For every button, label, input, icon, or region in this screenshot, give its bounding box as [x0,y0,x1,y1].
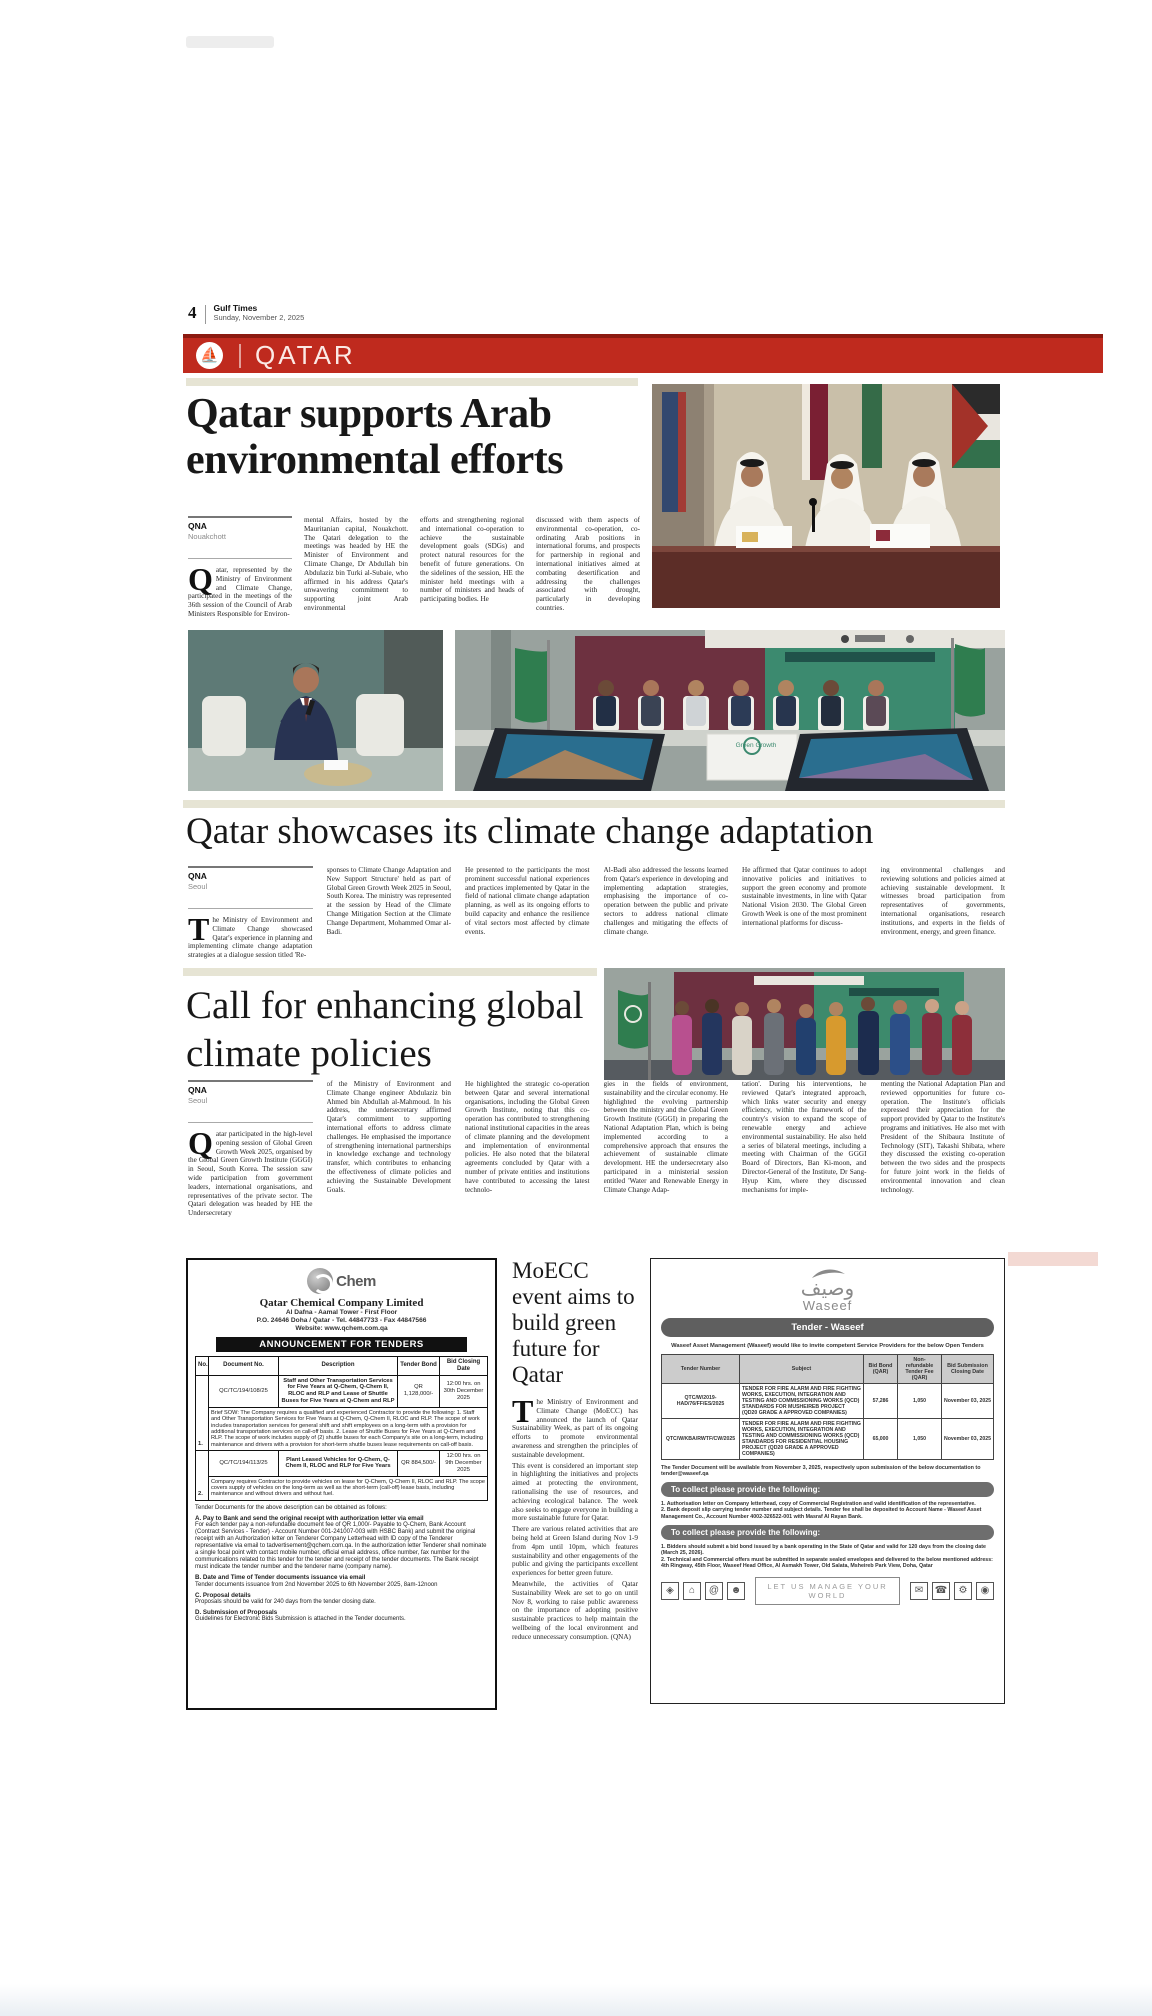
waseef-slogan: LET US MANAGE YOUR WORLD [755,1577,900,1605]
section-title: QATAR [255,340,356,370]
qchem-logo [195,1268,488,1294]
qchem-section-b-title: B. Date and Time of Tender documents issuance via email [195,1574,366,1582]
row1-bond: QR 1,128,000/- [398,1375,440,1407]
article3-columns [188,1080,1005,1256]
moecc-paragraph: The Ministry of Environment and Climate Change (MoECC) has announced the launch of Qatar Sustainability Week, as part of its ongoing efforts to promote environmental awareness and strengthen the principles of sustainable development. [512,1393,638,1459]
article1-text: mental Affairs, hosted by the Mauritanian capital, Nouakchott. The Qatari delegation to the meetings was headed by HE the Minister of Environment and Climate Change, Dr Abdullah bin Abdulaziz bin Turki al-Subaie, who affirmed in his address Qatar's unwavering commitment to supporting joint Arab environmental [304,516,408,612]
qchem-section-c-body: Proposals should be valid for 240 days from the tender closing date. [195,1599,376,1606]
photo-panel-illustration [455,630,1005,791]
waseef-arabic-wordmark: وصيف [800,1278,855,1300]
qchem-section-d-title: D. Submission of Proposals [195,1609,278,1617]
col-header-closing: Bid Closing Date [440,1357,488,1376]
byline-agency: QNA [188,521,207,531]
photo-arab-ministers-meeting [652,384,1000,608]
wrow1-fee: 1,050 [898,1384,942,1419]
wrow1-subject: TENDER FOR FIRE ALARM AND FIRE FIGHTING WORKS, EXECUTION, INTEGRATION AND TESTING AND COMMISSIONING WORKS (QCD) STANDARDS FOR MUSHEIREB PROJECT (QD20 GRADE A APPROVED COMPANIES) [740,1384,864,1419]
photo-group-illustration [604,968,1005,1080]
qchem-company-name: Qatar Chemical Company Limited [259,1297,424,1309]
article2-col1 [188,866,313,964]
at-icon: @ [705,1582,723,1600]
article2-text: sponses to Climate Change Adaptation and New Support Structure' held as part of Global Green Growth Week 2025 in Seoul, South Korea. The ministry was represented at the session by Head of the Climate Change Mitigation Section at the Climate Change Department, Mohammed Omar al-Badi. [326,866,451,936]
article1-text: efforts and strengthening regional and international co-operation to achieve the sustainable development goals (SDGs) and protect natural resources for the benefit of future generations. On the sidelines of the session, HE the minister held meetings with a number of ministers and heads of participating bodies. He [420,516,524,604]
article2-text: The Ministry of Environment and Climate Change showcased Qatar's experience in planning and implementing climate change adaptation strategies at a dialogue session titled 'Re- [188,911,313,960]
byline-article2 [188,866,313,909]
envelope-icon: ✉ [910,1582,928,1600]
col-header-closing: Bid Submission Closing Date [942,1355,994,1384]
row1-sow: Brief SOW: The Company requires a qualified and experienced Contractor to provide the following: 1. Staff and Other Transportation Services for Five Years at Q-Chem, Q-Chem II, RLOC and RLP. The scope of work includes transportation services for general shift and shift employees on a long-term with a provision for additional transportation services on call-off basis. 2. Lease of Shuttle Buses for Five Years at Q-Chem and RLP. The scope of work includes supply of (2) shuttle buses for each Company's site on a long-term, including maintenance and drivers with a provision for short-term shuttle buses lease requirements on call-off basis. [209,1407,488,1450]
col-header-subject: Subject [740,1355,864,1384]
waseef-note: The Tender Document will be available from November 3, 2025, respectively upon submission of the below documentation to tender@waseef.qa [661,1465,981,1478]
qchem-address2: P.O. 24646 Doha / Qatar - Tel. 44847733 - Fax 44847566 [256,1317,427,1324]
gear-icon: ⚙ [954,1582,972,1600]
article3-text: tation'. During his interventions, he reviewed Qatar's integrated approach, which links water security and energy efficiency, within the framework of the country's vision to expand the scope of renewable energy and achieve environmental sustainability. He also held a series of bilateral meetings, including a meeting with Chairman of the GGGI Board of Directors, Ban Ki-moon, and Director-General of the Institute, Dr Sang-Hyup Kim, where they discussed mechanisms for imple- [742,1080,867,1194]
col-header-docno: Document No. [209,1357,279,1376]
byline-agency: QNA [188,1085,207,1095]
phone-icon: ☎ [932,1582,950,1600]
byline-location: Nouakchott [188,532,226,541]
waseef-tender-ad [650,1258,1005,1704]
waseef-intro: Waseef Asset Management (Waseef) would like to invite competent Service Providers for the below Open Tenders [671,1343,984,1349]
qchem-announcement-banner: ANNOUNCEMENT FOR TENDERS [216,1337,468,1352]
article1-text: discussed with them aspects of environmental co-operation, co-ordinating Arab positions in international forums, and prospects for partnership in regional and international initiatives aimed at combating desertification and addressing the challenges associated with drought, particularly in developing countries. [536,516,640,612]
row2-docno: QC/TC/194/113/25 [209,1451,279,1476]
row2-sow: Company requires Contractor to provide vehicles on lease for Q-Chem, Q-Chem II, RLOC and RLP. The scope covers supply of vehicles on the long-term as well as the short-term (call-off) lease basis, including maintenance and without drivers and without fuel. [209,1476,488,1500]
waseef-collect-item: 1. Authorisation letter on Company letterhead, copy of Commercial Registration and valid identification of the representative. [661,1500,976,1507]
row2-closing: 12:00 hrs. on 9th December 2025 [440,1451,488,1476]
waseef-collect-item: 2. Technical and Commercial offers must be submitted in separate sealed envelopes and delivered to the below mentioned address: 4th Ringway, 45th Floor, Waseef Head Office, Al Asmakh Tower, Old Salata, Msheireb Park View, Doha, Qatar [661,1556,993,1570]
banner-divider [239,344,241,368]
moecc-article [512,1258,638,1714]
row1-description: Staff and Other Transportation Services for Five Years at Q-Chem, Q-Chem II, RLOC and RLP and Lease of Shuttle Buses for Five Years at Q-Chem and RLP [279,1375,398,1407]
article3-text: gies in the fields of environment, sustainability and the circular economy. He highlighted the evolving partnership between the ministry and the Global Green Growth Institute (GGGI) in preparing the National Adaptation Plan, which is being implemented according to a comprehensive approach that ensures the achievement of sustainable climate development. HE the undersecretary also participated in a ministerial session entitled 'Water and Renewable Energy in Climate Change Adap- [603,1080,728,1194]
wrow2-subject: TENDER FOR FIRE ALARM AND FIRE FIGHTING WORKS, EXECUTION, INTEGRATION AND TESTING AND COMMISSIONING WORKS (QCD) STANDARDS FOR RESIDENTIAL HOUSING PROJECT (QD20 GRADE A APPROVED COMPANIES) [740,1419,864,1460]
headline-moecc: MoECC event aims to build green future for Qatar [512,1258,635,1387]
row2-no: 2. [196,1451,209,1501]
kicker-bar-article2 [183,800,1005,808]
qchem-section-b-body: Tender documents issuance from 2nd November 2025 to 6th November 2025, 8am-12noon [195,1581,438,1588]
headline-article2: Qatar showcases its climate change adaptation [186,811,874,852]
waseef-tender-pill: Tender - Waseef [661,1318,994,1337]
section-banner [183,334,1103,373]
byline-location: Seoul [188,1096,208,1105]
qchem-logo-icon [307,1268,333,1294]
table-row [196,1407,488,1450]
globe-icon: ◉ [976,1582,994,1600]
wrow1-closing: November 03, 2025 [942,1384,994,1419]
headline-article3: Call for enhancing global climate policies [186,984,584,1075]
person-icon: ☻ [727,1582,745,1600]
masthead-divider [205,305,206,324]
table-row [196,1476,488,1500]
moecc-paragraph: There are various related activities that are being held at Green Island during Nov 1-9 from 4pm until 10pm, which features sustainability and other engagements of the public and giving the participants excellent experiences for better green future. [512,1525,638,1578]
masthead-text [214,304,305,322]
photo-delegates-group [604,968,1005,1080]
byline-agency: QNA [188,871,207,881]
podium-label: Green Growth [735,742,777,749]
diamond-icon: ◈ [661,1582,679,1600]
col-header-fee: Non-refundable Tender Fee (QAR) [898,1355,942,1384]
photo-speaker-illustration [188,630,443,791]
waseef-collect-item: 2. Bank deposit slip carrying tender number and subject details. Tender fee shall be deposited to Account Name - Waseef Asset Management Co., Account Number 4002-326522-001 with Masraf Al Rayan Bank. [661,1507,982,1520]
wrow2-number: QTC/W/KBA/RWTF/CW/2025 [662,1419,740,1460]
row1-closing: 12:00 hrs. on 30th December 2025 [440,1375,488,1407]
article2-text: He presented to the participants the most prominent successful national experiences and practices implemented by Qatar in the field of national climate change adaptation planning, as well as its ongoing efforts to build capacity and enhance the resilience of vital sectors most affected by climate events. [465,866,590,936]
kicker-bar-article1 [186,378,638,386]
table-header-row [196,1357,488,1376]
waseef-latin-wordmark: Waseef [802,1298,853,1313]
wrow1-bond: 57,286 [864,1384,898,1419]
qchem-section-d-body: Guidelines for Electronic Bids Submission is attached in the Tender documents. [195,1616,406,1623]
photo-green-growth-panel [455,630,1005,791]
qchem-address1: Al Dafna - Aamal Tower - First Floor [285,1309,398,1316]
article1-col1 [188,516,292,626]
table-row [662,1384,994,1419]
kicker-bar-article3 [183,968,597,976]
wrow2-fee: 1,050 [898,1419,942,1460]
qchem-section-c-title: C. Proposal details [195,1591,251,1599]
qchem-tender-ad [186,1258,497,1710]
row1-no: 1. [196,1375,209,1451]
publication-name: Gulf Times [213,303,258,313]
table-row [196,1451,488,1476]
qchem-website: Website: www.qchem.com.qa [295,1325,388,1332]
col-header-description: Description [279,1357,398,1376]
col-header-number: Tender Number [662,1355,740,1384]
article2-text: ing environmental challenges and reviewing solutions and policies aimed at achieving sustainable development. It witnesses broad participation from representatives of governments, international organisations, research institutions, and experts in the fields of environment, energy, and green finance. [880,866,1005,936]
col-header-bond: Bid Bond (QAR) [864,1355,898,1384]
col-header-no: No. [196,1357,209,1376]
table-row [662,1419,994,1460]
masthead [188,304,304,324]
byline-article3 [188,1080,313,1123]
article3-text: He highlighted the strategic co-operation between Qatar and several international organisations, including the Global Green Growth Institute, noting that this co-operation has contributed to strengthening national institutional capacities in the areas of climate planning and the development and implementation of environmental policies. He also noted that the bilateral agreements concluded by Qatar with a number of private entities and institutions have contributed to accessing the latest technolo- [465,1080,590,1194]
waseef-tender-table [661,1354,994,1460]
photo-panel-speaker [188,630,443,791]
article3-text: Qatar participated in the high-level opening session of Global Green Growth Week 2025, organised by the Global Green Growth Institute (GGGI) in Seoul, South Korea. The session saw wide participation from government leaders, international organisations, and representatives of the private sector. The Qatari delegation was headed by HE the Undersecretary [188,1125,313,1218]
article3-col1 [188,1080,313,1256]
waseef-collect-item: 1. Bidders should submit a bid bond issued by a bank operating in the State of Qatar and valid for 120 days from the closing date (March 25, 2026). [661,1543,986,1557]
article1-columns [188,516,640,626]
wrow1-number: QTC/W/2019-HAD/76/FF/ES/2025 [662,1384,740,1419]
moecc-paragraph: This event is considered an important step in highlighting the initiatives and projects aimed at protecting the environment, rationalising the use of resources, and achieving ecological balance. The week also seeks to engage everyone in building a more sustainable future for Qatar. [512,1461,638,1523]
qchem-tender-table [195,1356,488,1501]
home-icon: ⌂ [683,1582,701,1600]
wrow2-bond: 65,000 [864,1419,898,1460]
col-header-bond: Tender Bond [398,1357,440,1376]
moecc-paragraph: Meanwhile, the activities of Qatar Sustainability Week are set to go on until Nov 8, working to raise public awareness on the importance of adopting positive sustainable practices to help maintain the wellbeing of the local environment and reduce unnecessary consumption. (QNA) [512,1579,638,1641]
headline-article1: Qatar supports Arab environmental efforts [186,391,564,483]
row2-bond: QR 884,500/- [398,1451,440,1476]
row1-docno: QC/TC/194/108/25 [209,1375,279,1407]
qchem-logo-text: Chem [336,1272,376,1290]
article3-text: of the Ministry of Environment and Climate Change engineer Abdulaziz bin Ahmed bin Abdullah al-Mahmoud. In his address, the undersecretary affirmed Qatar's commitment to supporting international efforts to address climate challenges. He emphasised the importance of strengthening international partnerships in knowledge exchange and technology transfer, which contributes to enhancing the effectiveness of climate policies and achieving the Sustainable Development Goals. [326,1080,451,1194]
table-header-row [662,1355,994,1384]
photo-arab-ministers-illustration [652,384,1000,608]
article2-text: Al-Badi also addressed the lessons learned from Qatar's experience in developing and implementing adaptation strategies, emphasising the importance of co-operation between the public and private sectors to address national climate challenges and mitigating the effects of climate change. [603,866,728,936]
qchem-section-a-title: A. Pay to Bank and send the original receipt with authorization letter via email [195,1514,424,1522]
waseef-collect-heading-2: To collect please provide the following: [661,1525,994,1540]
page-number: 4 [188,303,197,322]
table-row [196,1375,488,1407]
gulf-times-dhow-icon: ⛵ [196,342,223,369]
waseef-footer [661,1577,994,1605]
byline-article1 [188,516,292,559]
article2-text: He affirmed that Qatar continues to adopt innovative policies and initiatives to support the green economy and promote sustainable investments, in line with Qatar National Vision 2030. The Global Green Growth Week is one of the most prominent international platforms for discuss- [742,866,867,927]
scan-bottom-tint [0,1984,1152,2016]
scan-artifact-pink [1008,1252,1098,1266]
qchem-obtain-intro: Tender Documents for the above description can be obtained as follows: [195,1504,387,1511]
article1-text: Qatar, represented by the Ministry of Environment and Climate Change, participated in the meetings of the 36th session of the Council of Arab Ministers Responsible for Environ- [188,561,292,618]
scan-artifact [186,36,274,48]
row2-description: Plant Leased Vehicles for Q-Chem, Q-Chem II, RLOC and RLP for Five Years [279,1451,398,1476]
waseef-logo [661,1267,994,1312]
waseef-collect-heading-1: To collect please provide the following: [661,1482,994,1497]
wrow2-closing: November 03, 2025 [942,1419,994,1460]
article2-columns [188,866,1005,964]
publication-date: Sunday, November 2, 2025 [213,313,305,322]
qchem-section-a-body: For each tender pay a non-refundable document fee of QR 1,000/- Payable to Q-Chem, Bank Account (Contract Services - Tender) - Account Number 001-241007-003 with HSBC Bank) and submit the original receipt with an Authorization letter on Tenderer Company Letterhead with ID copy of the Tenderer representative via email to tadvertisement@qchem.com.qa. In the authorization letter Tenderer shall nominate a single focal point with contact mobile number, official email address, office number, fax number for the communications related to this tender for the tender and receipt of the tender documents. The Bank receipt must indicate the tender number and the tenderer name (company name). [195,1522,487,1571]
byline-location: Seoul [188,882,208,891]
article3-text: menting the National Adaptation Plan and reviewed opportunities for future co-operation. The Institute's officials expressed their appreciation for the support provided by Qatar to the Institute's programs and initiatives. He also met with President of the Shibaura Institute of Technology (SIT), Takashi Shibata, where they discussed the existing co-operation between the two sides and the prospects for future joint work in the fields of environmental innovation and clean technology. [880,1080,1005,1194]
